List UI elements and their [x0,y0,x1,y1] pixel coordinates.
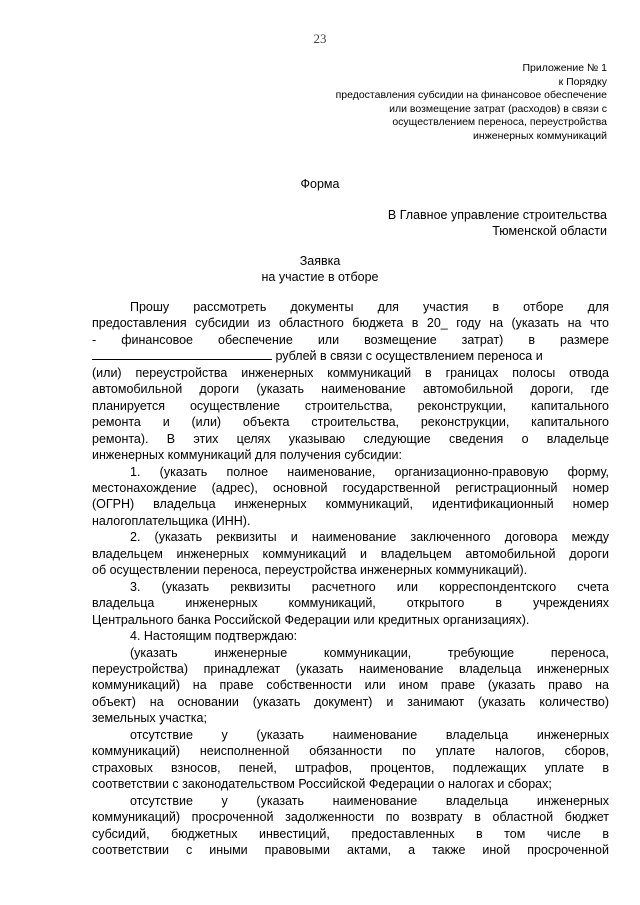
body-line: соответствии с законодательством Российской Федерации о налогах и сборах; [92,777,552,792]
body-line: ремонта). В этих целях указываю следующие сведения о владельце [92,431,609,446]
body-line: автомобильной дороги (указать наименование автомобильной дороги, где [92,382,609,397]
body-line: инженерных коммуникаций для получения субсидии: [92,448,402,463]
body-line: (указать инженерные коммуникации, требующие переноса, [130,645,609,660]
appendix-line: инженерных коммуникаций [473,129,607,142]
body-line: коммуникаций) просроченной задолженности по возврату в областной бюджет [92,810,609,825]
body-line: субсидий, бюджетных инвестиций, предоставленных в том числе в [92,826,609,841]
body-line: планируется осуществление строительства, реконструкции, капитального [92,398,609,413]
body-line: коммуникаций) неисполненной обязанности по уплате налогов, сборов, [92,744,609,759]
appendix-line: осуществлением переноса, переустройства [392,116,607,129]
body-line: Прошу рассмотреть документы для участия в отборе для [130,300,609,314]
body-line: рублей в связи с осуществлением переноса и [275,349,543,364]
body-line: отсутствие у (указать наименование владельца инженерных [130,793,609,808]
application-body [92,299,609,858]
page-number: 23 [313,31,327,46]
body-line: переустройства) принадлежат (указать наименование владельца инженерных [92,661,609,676]
amount-blank-field [92,348,272,360]
body-line: ремонта и (или) объекта строительства, реконструкции, капитального [92,415,609,430]
addressee-line: В Главное управление строительства [387,208,607,222]
body-line: (ОГРН) владельца инженерных коммуникаций, идентификационный номер [92,497,609,512]
body-line: - финансовое обеспечение или возмещение затрат) в размере [92,332,609,347]
body-line: Центрального банка Российской Федерации или кредитных организациях). [92,612,530,627]
application-subtitle: на участие в отборе [261,270,379,284]
body-line: местонахождение (адрес), основной государственной регистрационный номер [92,480,609,495]
body-line: предоставления субсидии из областного бюджета в 20_ году на (указать на что [92,316,609,331]
application-title: Заявка [299,254,341,268]
body-line: 1. (указать полное наименование, организационно-правовую форму, [130,464,609,479]
body-line: налогоплательщика (ИНН). [92,513,251,528]
addressee-line: Тюменской области [492,224,607,238]
application-heading [0,253,640,285]
appendix-line: Приложение № 1 [522,62,607,74]
body-line: страховых взносов, пеней, штрафов, процентов, подлежащих уплате в [92,760,609,775]
body-line: 3. (указать реквизиты расчетного или корреспондентского счета [130,579,609,594]
body-line: владельцем инженерных коммуникаций и владельцем автомобильной дороги [92,546,609,561]
appendix-line: к Порядку [558,75,607,88]
body-line: владельца инженерных коммуникаций, открытого в учреждениях [92,596,609,611]
body-line: 4. Настоящим подтверждаю: [130,629,298,644]
body-line: объект) на основании (указать документ) и занимают (указать количество) [92,694,609,709]
body-line: земельных участка; [92,711,207,726]
body-line: соответствии с иными правовыми актами, а также иной просроченной [92,842,609,857]
body-line: коммуникаций) на праве собственности или ином праве (указать право на [92,678,609,693]
body-line-with-blank [92,348,609,364]
body-line: 2. (указать реквизиты и наименование заключенного договора между [130,530,609,545]
appendix-line: или возмещение затрат (расходов) в связи с [389,102,607,115]
appendix-line: предоставления субсидии на финансовое обеспечение [335,89,607,102]
body-line: (или) переустройства инженерных коммуникаций в границах полосы отвода [92,365,609,380]
appendix-header [336,62,607,144]
addressee-block [388,207,607,239]
body-line: отсутствие у (указать наименование владельца инженерных [130,727,609,742]
body-line: об осуществлении переноса, переустройства инженерных коммуникаций). [92,563,528,578]
form-title: Форма [300,177,340,191]
